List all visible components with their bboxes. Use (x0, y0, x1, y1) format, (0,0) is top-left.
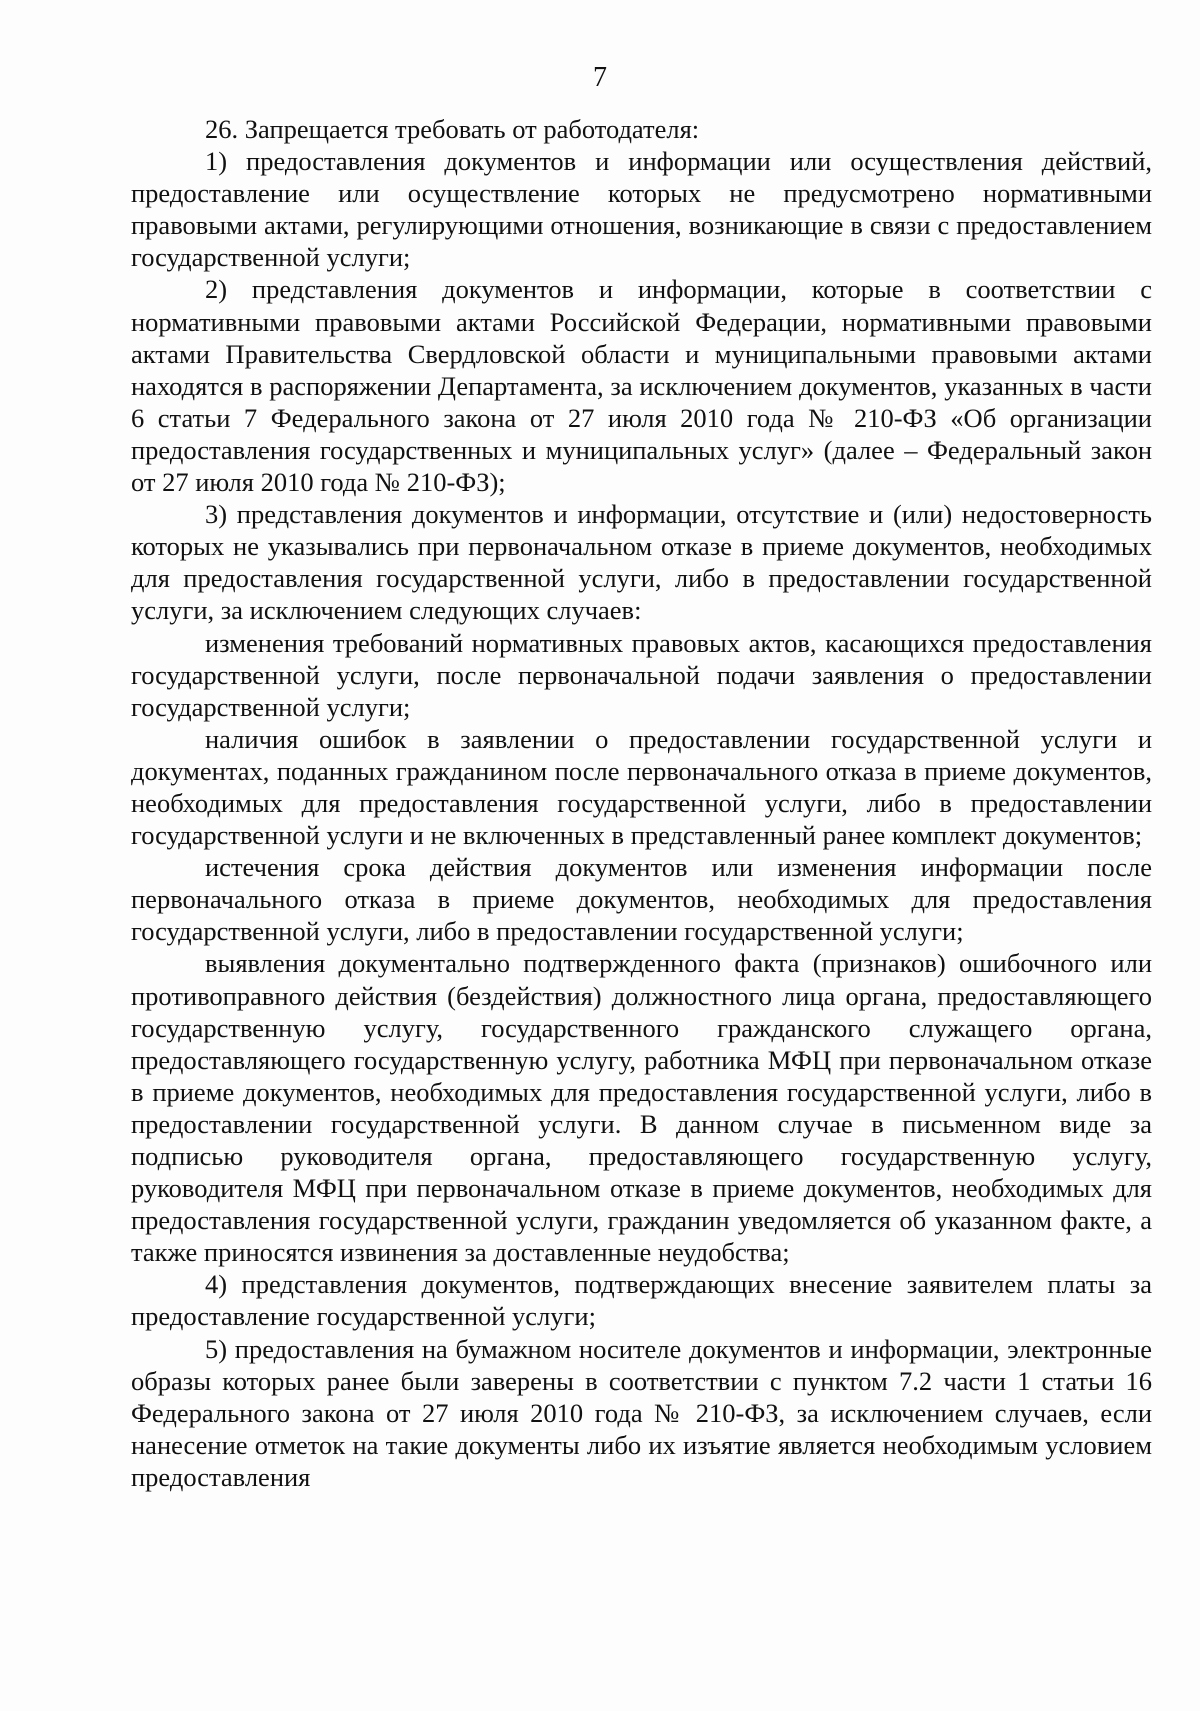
paragraph-case-expiry: истечения срока действия документов или изменения информации после первоначального отказа в приеме документов, необходимых для предоставления государственной услуги, либо в предоставлении государственной услуги; (131, 852, 1152, 947)
paragraph-subitem-2: 2) представления документов и информации, которые в соответствии с нормативными правовыми актами Российской Федерации, нормативными правовыми актами Правительства Свердловской области и муниципальными правовыми актами находятся в распоряжении Департамента, за исключением документов, указанных в части 6 статьи 7 Федерального закона от 27 июля 2010 года № 210-ФЗ «Об организации предоставления государственных и муниципальных услуг» (далее – Федеральный закон от 27 июля 2010 года № 210-ФЗ); (131, 274, 1152, 498)
document-body (131, 113, 1152, 1493)
paragraph-case-requirements-change: изменения требований нормативных правовых актов, касающихся предоставления государственной услуги, после первоначальной подачи заявления о предоставлении государственной услуги; (131, 627, 1152, 722)
paragraph-item-26-heading: 26. Запрещается требовать от работодателя: (205, 114, 700, 144)
paragraph-subitem-3: 3) представления документов и информации, отсутствие и (или) недостоверность которых не указывались при первоначальном отказе в приеме документов, необходимых для предоставления государственной услуги, либо в предоставлении государственной услуги, за исключением следующих случаев: (131, 499, 1152, 626)
paragraph-subitem-1: 1) предоставления документов и информации или осуществления действий, предоставление или осуществление которых не предусмотрено нормативными правовыми актами, регулирующими отношения, возникающие в связи с предоставлением государственной услуги; (131, 146, 1152, 273)
paragraph-subitem-4: 4) представления документов, подтверждающих внесение заявителем платы за предоставление государственной услуги; (131, 1269, 1152, 1332)
paragraph-case-wrongful-action: выявления документально подтвержденного факта (признаков) ошибочного или противоправного действия (бездействия) должностного лица органа, предоставляющего государственную услугу, государственного гражданского служащего органа, предоставляющего государственную услугу, работника МФЦ при первоначальном отказе в приеме документов, необходимых для предоставления государственной услуги, либо в предоставлении государственной услуги. В данном случае в письменном виде за подписью руководителя органа, предоставляющего государственную услугу, руководителя МФЦ при первоначальном отказе в приеме документов, необходимых для предоставления государственной услуги, гражданин уведомляется об указанном факте, а также приносятся извинения за доставленные неудобства; (131, 948, 1152, 1268)
paragraph-case-errors: наличия ошибок в заявлении о предоставлении государственной услуги и документах, поданных гражданином после первоначального отказа в приеме документов, необходимых для предоставления государственной услуги, либо в предоставлении государственной услуги и не включенных в представленный ранее комплект документов; (131, 723, 1152, 851)
page-number: 7 (593, 62, 607, 93)
paragraph-subitem-5: 5) предоставления на бумажном носителе документов и информации, электронные образы которых ранее были заверены в соответствии с пунктом 7.2 части 1 статьи 16 Федерального закона от 27 июля 2010 года № 210-ФЗ, за исключением случаев, если нанесение отметок на такие документы либо их изъятие является необходимым условием предоставления (131, 1333, 1152, 1492)
